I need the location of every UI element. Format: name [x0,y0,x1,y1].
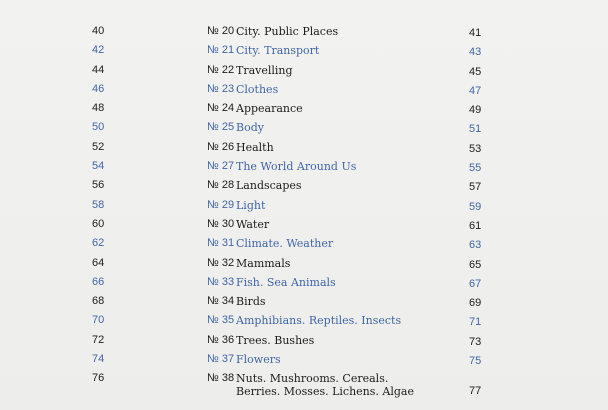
unit-title [236,218,436,231]
unit-number: № 24 [207,102,235,115]
toc-row [0,254,608,273]
right-page-number: 67 [469,277,482,290]
right-page-number: 41 [469,27,482,39]
unit-number: № 21 [207,44,235,57]
unit-title-line: Water [236,217,270,231]
right-page-number: 47 [469,84,482,97]
left-page-number: 48 [92,102,105,115]
toc-row [0,292,608,311]
unit-number: № 31 [207,237,235,250]
left-page-number: 74 [92,353,105,366]
toc-row [0,196,608,215]
unit-title [236,257,436,270]
left-page-number: 46 [92,82,105,95]
unit-title-line: Landscapes [236,179,302,193]
unit-title-line: Travelling [236,63,293,77]
unit-title [236,295,436,308]
unit-title [236,64,436,77]
unit-title-line: Light [236,198,266,212]
left-page-number: 56 [92,179,105,192]
toc-row [0,22,608,41]
right-page-number: 63 [469,239,482,252]
right-page-number: 75 [469,355,482,368]
right-page-number: 65 [469,258,482,271]
left-page-number: 66 [92,275,105,288]
toc-row [0,234,608,253]
unit-number: № 23 [207,82,235,95]
unit-title [236,44,436,57]
toc-row [0,176,608,195]
right-page-number: 61 [469,219,482,232]
unit-title [236,160,436,173]
unit-number: № 30 [207,217,235,230]
left-page-number: 62 [92,237,105,250]
unit-number: № 25 [207,121,235,134]
unit-title [236,179,436,192]
toc-row [0,311,608,330]
right-page-number: 77 [469,385,482,398]
unit-number: № 28 [207,179,235,192]
unit-title [236,199,436,212]
unit-title-line: Climate. Weather [236,237,334,251]
right-page-number: 73 [469,335,482,348]
unit-title [236,334,436,347]
unit-title-line: Fish. Sea Animals [236,275,336,289]
toc-row [0,138,608,157]
left-page-number: 70 [92,314,105,327]
unit-title [236,25,436,38]
unit-title [236,121,436,134]
unit-number: № 34 [207,295,235,308]
unit-title [236,314,436,327]
left-page-number: 76 [92,372,105,385]
unit-title-line: Birds [236,295,266,309]
unit-title-line: Health [236,140,274,154]
right-page-number: 43 [469,46,482,59]
left-page-number: 68 [92,295,105,308]
unit-title [236,141,436,154]
toc-row [0,41,608,60]
unit-number: № 37 [207,353,235,366]
unit-title-line: Trees. Bushes [236,333,315,347]
unit-number: № 26 [207,140,235,153]
unit-number: № 27 [207,160,235,173]
table-of-contents [0,22,608,403]
right-page-number: 71 [469,316,482,329]
unit-number: № 20 [207,25,235,37]
unit-number: № 33 [207,275,235,288]
unit-title-line: Nuts. Mushrooms. Cereals. [236,372,389,386]
unit-number: № 32 [207,256,235,269]
right-page-number: 49 [469,104,482,117]
unit-title-line: Amphibians. Reptiles. Insects [236,314,402,328]
unit-title-line: Clothes [236,82,279,96]
right-page-number: 53 [469,142,482,155]
left-page-number: 72 [92,333,105,346]
toc-row [0,273,608,292]
unit-title [236,102,436,115]
left-page-number: 44 [92,63,105,76]
right-page-number: 59 [469,200,482,213]
toc-row [0,80,608,99]
unit-title [236,276,436,289]
unit-title [236,83,436,96]
toc-row [0,331,608,350]
left-page-number: 54 [92,160,105,173]
unit-title-line: Flowers [236,353,281,367]
right-page-number: 69 [469,297,482,310]
toc-row [0,99,608,118]
unit-title-line: Body [236,121,264,135]
toc-row [0,215,608,234]
toc-row [0,61,608,80]
unit-number: № 22 [207,63,235,76]
right-page-number: 57 [469,181,482,194]
right-page-number: 51 [469,123,482,136]
unit-title-line: Appearance [236,102,303,116]
unit-title-line-2: Berries. Mosses. Lichens. Algae [236,385,414,399]
left-page-number: 42 [92,44,105,57]
left-page-number: 50 [92,121,105,134]
left-page-number: 60 [92,217,105,230]
toc-row [0,350,608,369]
toc-row [0,369,608,403]
unit-title [236,237,436,250]
unit-title-line: City. Public Places [236,25,339,38]
toc-row [0,118,608,137]
unit-number: № 35 [207,314,235,327]
left-page-number: 64 [92,256,105,269]
right-page-number: 55 [469,162,482,175]
unit-title [236,372,436,398]
unit-number: № 29 [207,198,235,211]
unit-title-line: Mammals [236,256,291,270]
unit-title-line: The World Around Us [236,160,357,174]
left-page-number: 58 [92,198,105,211]
right-page-number: 45 [469,65,482,78]
unit-title [236,353,436,366]
unit-number: № 38 [207,372,235,385]
left-page-number: 40 [92,25,105,37]
left-page-number: 52 [92,140,105,153]
unit-number: № 36 [207,333,235,346]
unit-title-line: City. Transport [236,44,320,58]
toc-row [0,157,608,176]
